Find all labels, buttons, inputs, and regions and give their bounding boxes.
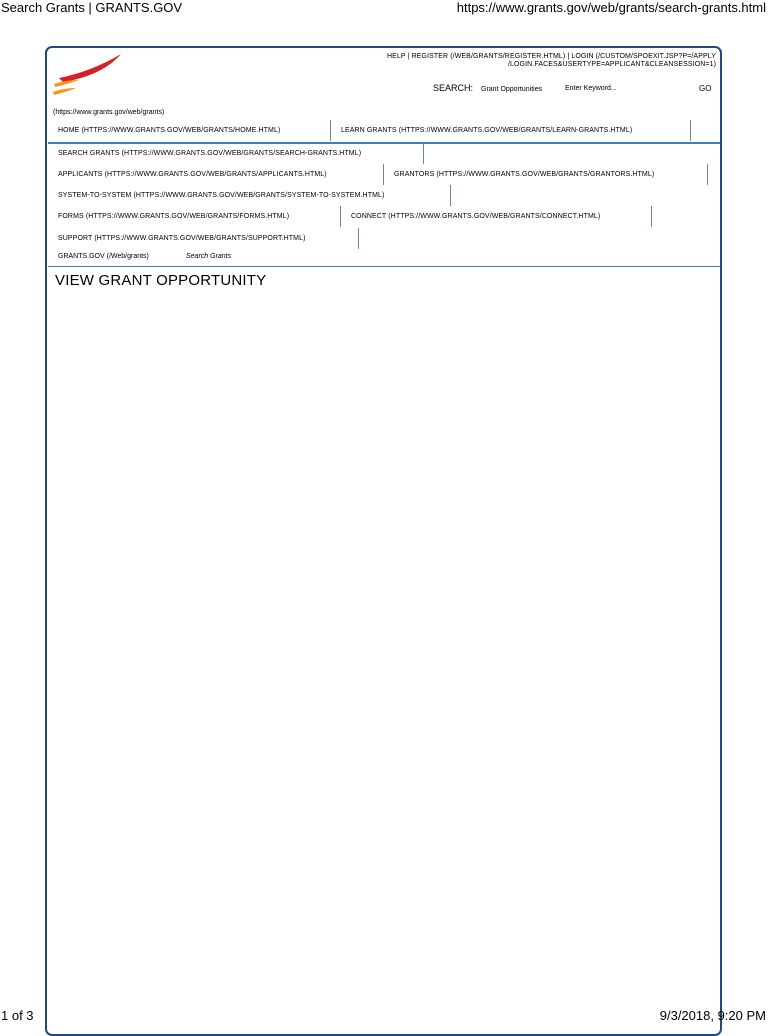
help-link[interactable]: HELP bbox=[387, 53, 406, 60]
breadcrumb-current: Search Grants bbox=[186, 253, 232, 260]
login-link-continued[interactable]: /LOGIN.FACES&USERTYPE=APPLICANT&CLEANSESSION=1) bbox=[507, 61, 716, 68]
nav-item-learn-grants[interactable] bbox=[331, 120, 691, 141]
print-header-url: https://www.grants.gov/web/grants/search-grants.html bbox=[456, 0, 766, 15]
link-separator: | bbox=[407, 53, 410, 60]
nav-item-label: GRANTORS (HTTPS://WWW.GRANTS.GOV/WEB/GRANTS/GRANTORS.HTML) bbox=[394, 171, 655, 178]
nav-item-search-grants[interactable] bbox=[48, 143, 424, 164]
nav-item-home[interactable] bbox=[48, 120, 331, 141]
search-input[interactable]: Enter Keyword... bbox=[565, 85, 617, 92]
utility-links bbox=[336, 53, 716, 69]
search-go-button[interactable]: GO bbox=[699, 84, 712, 93]
link-separator: | bbox=[567, 53, 570, 60]
search-label: SEARCH: bbox=[433, 83, 474, 93]
nav-item-system-to-system[interactable] bbox=[48, 185, 451, 206]
print-header-title: Search Grants | GRANTS.GOV bbox=[1, 0, 183, 15]
logo-link-url[interactable]: (https://www.grants.gov/web/grants) bbox=[53, 109, 165, 116]
nav-item-label: SEARCH GRANTS (HTTPS://WWW.GRANTS.GOV/WEB/GRANTS/SEARCH-GRANTS.HTML) bbox=[58, 150, 362, 157]
print-footer-datetime: 9/3/2018, 9:20 PM bbox=[659, 1008, 766, 1023]
print-footer-page: 1 of 3 bbox=[1, 1008, 34, 1023]
nav-item-label: FORMS (HTTPS://WWW.GRANTS.GOV/WEB/GRANTS/FORMS.HTML) bbox=[58, 213, 290, 220]
nav-item-support[interactable] bbox=[48, 228, 359, 249]
register-link[interactable]: REGISTER (/WEB/GRANTS/REGISTER.HTML) bbox=[411, 53, 566, 60]
login-link[interactable]: LOGIN (/CUSTOM/SPOEXIT.JSP?P=/APPLY bbox=[571, 53, 716, 60]
nav-item-connect[interactable] bbox=[341, 206, 652, 227]
nav-item-label: LEARN GRANTS (HTTPS://WWW.GRANTS.GOV/WEB/GRANTS/LEARN-GRANTS.HTML) bbox=[341, 127, 633, 134]
nav-item-label: HOME (HTTPS://WWW.GRANTS.GOV/WEB/GRANTS/HOME.HTML) bbox=[58, 127, 281, 134]
nav-item-label: CONNECT (HTTPS://WWW.GRANTS.GOV/WEB/GRANTS/CONNECT.HTML) bbox=[351, 213, 601, 220]
nav-item-label: SUPPORT (HTTPS://WWW.GRANTS.GOV/WEB/GRANTS/SUPPORT.HTML) bbox=[58, 235, 306, 242]
nav-item-forms[interactable] bbox=[48, 206, 341, 227]
nav-item-grantors[interactable] bbox=[384, 164, 708, 185]
breadcrumb-divider bbox=[48, 266, 720, 267]
nav-item-label: APPLICANTS (HTTPS://WWW.GRANTS.GOV/WEB/GRANTS/APPLICANTS.HTML) bbox=[58, 171, 327, 178]
nav-item-label: SYSTEM-TO-SYSTEM (HTTPS://WWW.GRANTS.GOV/WEB/GRANTS/SYSTEM-TO-SYSTEM.HTML) bbox=[58, 192, 385, 199]
page-title: VIEW GRANT OPPORTUNITY bbox=[55, 272, 267, 289]
breadcrumb-home-link[interactable]: GRANTS.GOV (/Web/grants) bbox=[58, 253, 149, 260]
site-search bbox=[0, 83, 768, 95]
nav-item-applicants[interactable] bbox=[48, 164, 384, 185]
search-scope-select[interactable]: Grant Opportunities bbox=[481, 86, 543, 93]
